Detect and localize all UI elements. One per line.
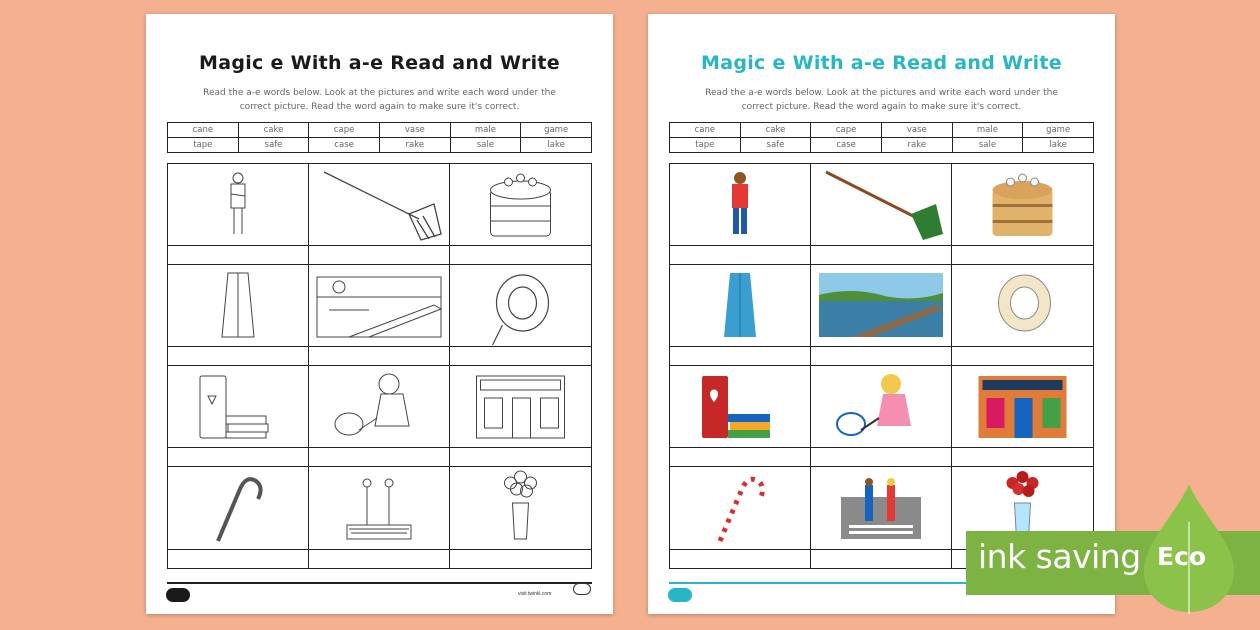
safe-icon <box>168 366 308 448</box>
word-cell: male <box>952 123 1023 138</box>
picture-cell <box>670 265 811 366</box>
vase-icon <box>450 467 591 549</box>
answer-writing-box[interactable] <box>168 346 308 365</box>
answer-writing-box[interactable] <box>952 447 1093 466</box>
answer-writing-box[interactable] <box>670 549 810 568</box>
word-bank-table <box>167 122 592 153</box>
rake-icon <box>811 164 951 246</box>
answer-writing-box[interactable] <box>811 447 951 466</box>
picture-cell <box>670 164 811 265</box>
word-cell: cake <box>740 123 811 138</box>
word-cell: game <box>521 123 592 138</box>
answer-writing-box[interactable] <box>670 447 810 466</box>
picture-cell <box>811 366 952 467</box>
answer-writing-box[interactable] <box>309 549 449 568</box>
case-icon <box>811 467 951 549</box>
picture-cell <box>811 164 952 265</box>
game-icon <box>309 366 449 448</box>
answer-writing-box[interactable] <box>309 245 449 264</box>
badge-icon <box>573 583 591 595</box>
word-cell: lake <box>521 138 592 153</box>
word-cell: vase <box>881 123 952 138</box>
game-icon <box>811 366 951 448</box>
picture-cell <box>309 467 450 568</box>
male-icon <box>168 164 308 246</box>
picture-cell <box>811 467 952 568</box>
answer-writing-box[interactable] <box>952 346 1093 365</box>
word-cell: rake <box>379 138 450 153</box>
worksheet-colour <box>648 14 1115 614</box>
picture-cell <box>952 366 1093 467</box>
case-icon <box>309 467 449 549</box>
cape-icon <box>168 265 308 347</box>
word-cell: cane <box>168 123 239 138</box>
worksheet-title: Magic e With a-e Read and Write <box>700 52 1062 74</box>
sale-icon <box>450 366 591 448</box>
safe-icon <box>670 366 810 448</box>
cane-icon <box>670 467 810 549</box>
rake-icon <box>309 164 449 246</box>
picture-cell <box>450 467 591 568</box>
footer-line <box>167 582 592 584</box>
word-cell: game <box>1023 123 1094 138</box>
ink-saving-label: ink saving <box>978 537 1141 576</box>
word-cell: lake <box>1023 138 1094 153</box>
answer-writing-box[interactable] <box>811 549 951 568</box>
cane-icon <box>168 467 308 549</box>
picture-cell <box>168 164 309 265</box>
worksheet-black-and-white <box>146 14 613 614</box>
picture-cell <box>952 164 1093 265</box>
picture-cell <box>168 265 309 366</box>
word-cell: tape <box>168 138 239 153</box>
word-cell: safe <box>740 138 811 153</box>
lake-icon <box>309 265 449 347</box>
cake-icon <box>450 164 591 246</box>
picture-cell <box>168 467 309 568</box>
instructions-line: correct picture. Read the word again to make sure it's correct. <box>741 102 1022 112</box>
sale-icon <box>952 366 1093 448</box>
picture-cell <box>811 265 952 366</box>
answer-writing-box[interactable] <box>309 447 449 466</box>
lake-icon <box>811 265 951 347</box>
worksheet-instructions <box>166 86 593 114</box>
cape-icon <box>670 265 810 347</box>
word-cell: sale <box>450 138 521 153</box>
word-cell: cane <box>670 123 741 138</box>
picture-cell <box>952 265 1093 366</box>
picture-cell <box>168 366 309 467</box>
answer-writing-box[interactable] <box>811 245 951 264</box>
word-cell: case <box>811 138 882 153</box>
word-cell: sale <box>952 138 1023 153</box>
answer-writing-box[interactable] <box>309 346 449 365</box>
answer-writing-box[interactable] <box>168 549 308 568</box>
word-cell: vase <box>379 123 450 138</box>
picture-grid <box>669 163 1094 569</box>
picture-cell <box>450 164 591 265</box>
word-cell: rake <box>881 138 952 153</box>
answer-writing-box[interactable] <box>450 245 591 264</box>
picture-cell <box>450 366 591 467</box>
footer-site: visit twinkl.com <box>518 591 552 597</box>
twinkl-logo-icon <box>668 588 692 602</box>
answer-writing-box[interactable] <box>670 346 810 365</box>
picture-cell <box>309 164 450 265</box>
worksheet-instructions <box>668 86 1095 114</box>
word-cell: cake <box>238 123 309 138</box>
picture-cell <box>450 265 591 366</box>
worksheet-title: Magic e With a-e Read and Write <box>198 52 560 74</box>
word-bank-table <box>669 122 1094 153</box>
eco-badge-label: Eco <box>1157 542 1207 571</box>
word-cell: tape <box>670 138 741 153</box>
word-cell: safe <box>238 138 309 153</box>
answer-writing-box[interactable] <box>450 447 591 466</box>
answer-writing-box[interactable] <box>670 245 810 264</box>
word-cell: male <box>450 123 521 138</box>
answer-writing-box[interactable] <box>811 346 951 365</box>
answer-writing-box[interactable] <box>450 346 591 365</box>
twinkl-logo-icon <box>166 588 190 602</box>
word-cell: cape <box>309 123 380 138</box>
picture-cell <box>309 366 450 467</box>
male-icon <box>670 164 810 246</box>
word-cell: case <box>309 138 380 153</box>
picture-grid <box>167 163 592 569</box>
instructions-line: Read the a-e words below. Look at the pictures and write each word under the <box>705 88 1058 98</box>
instructions-line: Read the a-e words below. Look at the pictures and write each word under the <box>203 88 556 98</box>
picture-cell <box>670 467 811 568</box>
picture-cell <box>670 366 811 467</box>
answer-writing-box[interactable] <box>168 245 308 264</box>
instructions-line: correct picture. Read the word again to make sure it's correct. <box>239 102 520 112</box>
tape-icon <box>952 265 1093 347</box>
tape-icon <box>450 265 591 347</box>
answer-writing-box[interactable] <box>952 245 1093 264</box>
word-cell: cape <box>811 123 882 138</box>
answer-writing-box[interactable] <box>168 447 308 466</box>
answer-writing-box[interactable] <box>450 549 591 568</box>
cake-icon <box>952 164 1093 246</box>
picture-cell <box>309 265 450 366</box>
